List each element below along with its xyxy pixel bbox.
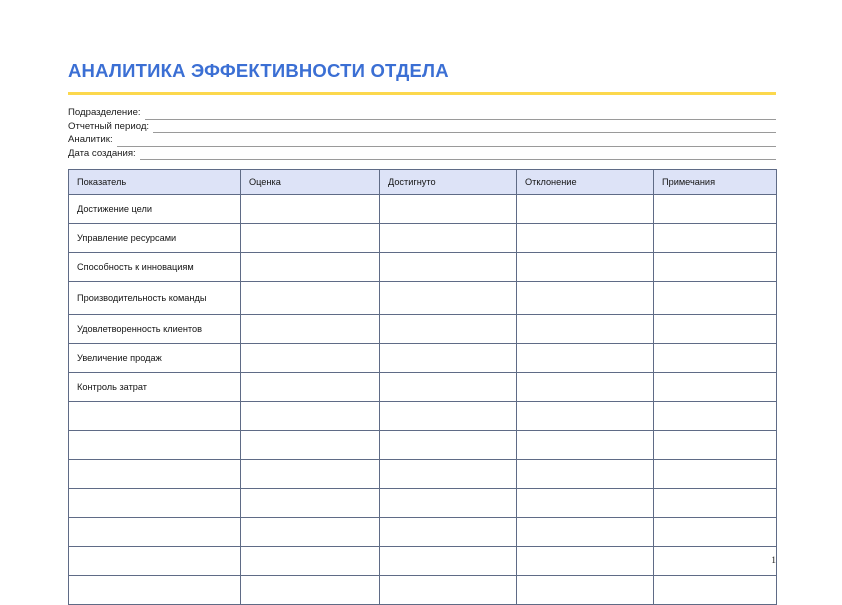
page-title: АНАЛИТИКА ЭФФЕКТИВНОСТИ ОТДЕЛА xyxy=(68,60,449,81)
meta-field-label: Аналитик: xyxy=(68,134,113,145)
meta-field-row xyxy=(68,120,776,134)
indicator-cell: Увеличение продаж xyxy=(69,344,241,373)
indicator-cell xyxy=(69,460,241,489)
score-cell[interactable] xyxy=(241,195,380,224)
meta-field-input[interactable] xyxy=(153,122,776,133)
indicator-cell: Контроль затрат xyxy=(69,373,241,402)
score-cell[interactable] xyxy=(241,431,380,460)
indicator-cell: Производительность команды xyxy=(69,282,241,315)
indicator-cell xyxy=(69,402,241,431)
deviation-cell[interactable] xyxy=(517,431,654,460)
table-row xyxy=(69,547,777,576)
deviation-cell[interactable] xyxy=(517,576,654,605)
deviation-cell[interactable] xyxy=(517,373,654,402)
achieved-cell[interactable] xyxy=(380,402,517,431)
score-cell[interactable] xyxy=(241,373,380,402)
table-row xyxy=(69,344,777,373)
notes-cell[interactable] xyxy=(654,489,777,518)
achieved-cell[interactable] xyxy=(380,547,517,576)
meta-field-list xyxy=(68,106,776,160)
table-row xyxy=(69,489,777,518)
column-header: Оценка xyxy=(241,170,380,195)
indicator-cell xyxy=(69,518,241,547)
deviation-cell[interactable] xyxy=(517,282,654,315)
score-cell[interactable] xyxy=(241,224,380,253)
deviation-cell[interactable] xyxy=(517,402,654,431)
notes-cell[interactable] xyxy=(654,344,777,373)
indicator-cell: Удовлетворенность клиентов xyxy=(69,315,241,344)
achieved-cell[interactable] xyxy=(380,431,517,460)
notes-cell[interactable] xyxy=(654,373,777,402)
table-row xyxy=(69,315,777,344)
achieved-cell[interactable] xyxy=(380,576,517,605)
achieved-cell[interactable] xyxy=(380,489,517,518)
notes-cell[interactable] xyxy=(654,547,777,576)
score-cell[interactable] xyxy=(241,315,380,344)
achieved-cell[interactable] xyxy=(380,518,517,547)
deviation-cell[interactable] xyxy=(517,489,654,518)
table-row xyxy=(69,431,777,460)
indicator-cell xyxy=(69,547,241,576)
page-number: 1 xyxy=(771,556,776,566)
column-header: Отклонение xyxy=(517,170,654,195)
table-header xyxy=(69,170,777,195)
meta-field-label: Подразделение: xyxy=(68,107,141,118)
indicator-cell xyxy=(69,431,241,460)
meta-field-input[interactable] xyxy=(117,136,776,147)
score-cell[interactable] xyxy=(241,253,380,282)
table-row xyxy=(69,373,777,402)
table-body xyxy=(69,195,777,605)
deviation-cell[interactable] xyxy=(517,224,654,253)
notes-cell[interactable] xyxy=(654,402,777,431)
deviation-cell[interactable] xyxy=(517,315,654,344)
score-cell[interactable] xyxy=(241,402,380,431)
indicator-cell: Достижение цели xyxy=(69,195,241,224)
score-cell[interactable] xyxy=(241,282,380,315)
deviation-cell[interactable] xyxy=(517,518,654,547)
column-header: Примечания xyxy=(654,170,777,195)
achieved-cell[interactable] xyxy=(380,315,517,344)
title-divider-rule xyxy=(68,92,776,95)
score-cell[interactable] xyxy=(241,344,380,373)
indicator-cell xyxy=(69,489,241,518)
performance-indicator-table xyxy=(68,169,777,605)
achieved-cell[interactable] xyxy=(380,373,517,402)
meta-field-label: Дата создания: xyxy=(68,147,136,159)
table-row xyxy=(69,195,777,224)
meta-field-row xyxy=(68,147,776,161)
indicator-cell: Управление ресурсами xyxy=(69,224,241,253)
notes-cell[interactable] xyxy=(654,576,777,605)
indicator-cell: Способность к инновациям xyxy=(69,253,241,282)
notes-cell[interactable] xyxy=(654,224,777,253)
notes-cell[interactable] xyxy=(654,518,777,547)
deviation-cell[interactable] xyxy=(517,253,654,282)
table-row xyxy=(69,224,777,253)
meta-field-label: Отчетный период: xyxy=(68,120,150,132)
table-header-row xyxy=(69,170,777,195)
table-row xyxy=(69,282,777,315)
notes-cell[interactable] xyxy=(654,431,777,460)
deviation-cell[interactable] xyxy=(517,344,654,373)
achieved-cell[interactable] xyxy=(380,253,517,282)
score-cell[interactable] xyxy=(241,460,380,489)
achieved-cell[interactable] xyxy=(380,224,517,253)
achieved-cell[interactable] xyxy=(380,195,517,224)
table-row xyxy=(69,460,777,489)
score-cell[interactable] xyxy=(241,518,380,547)
notes-cell[interactable] xyxy=(654,282,777,315)
table-row xyxy=(69,253,777,282)
meta-field-row xyxy=(68,106,776,120)
notes-cell[interactable] xyxy=(654,315,777,344)
meta-field-input[interactable] xyxy=(140,149,776,160)
table-row xyxy=(69,576,777,605)
table-row xyxy=(69,518,777,547)
deviation-cell[interactable] xyxy=(517,195,654,224)
deviation-cell[interactable] xyxy=(517,460,654,489)
notes-cell[interactable] xyxy=(654,460,777,489)
meta-field-row xyxy=(68,133,776,147)
achieved-cell[interactable] xyxy=(380,344,517,373)
notes-cell[interactable] xyxy=(654,195,777,224)
score-cell[interactable] xyxy=(241,489,380,518)
document-content xyxy=(68,60,776,605)
column-header: Достигнуто xyxy=(380,170,517,195)
score-cell[interactable] xyxy=(241,576,380,605)
score-cell[interactable] xyxy=(241,547,380,576)
achieved-cell[interactable] xyxy=(380,282,517,315)
meta-field-input[interactable] xyxy=(145,109,776,120)
table-row xyxy=(69,402,777,431)
indicator-cell xyxy=(69,576,241,605)
column-header: Показатель xyxy=(69,170,241,195)
achieved-cell[interactable] xyxy=(380,460,517,489)
deviation-cell[interactable] xyxy=(517,547,654,576)
notes-cell[interactable] xyxy=(654,253,777,282)
